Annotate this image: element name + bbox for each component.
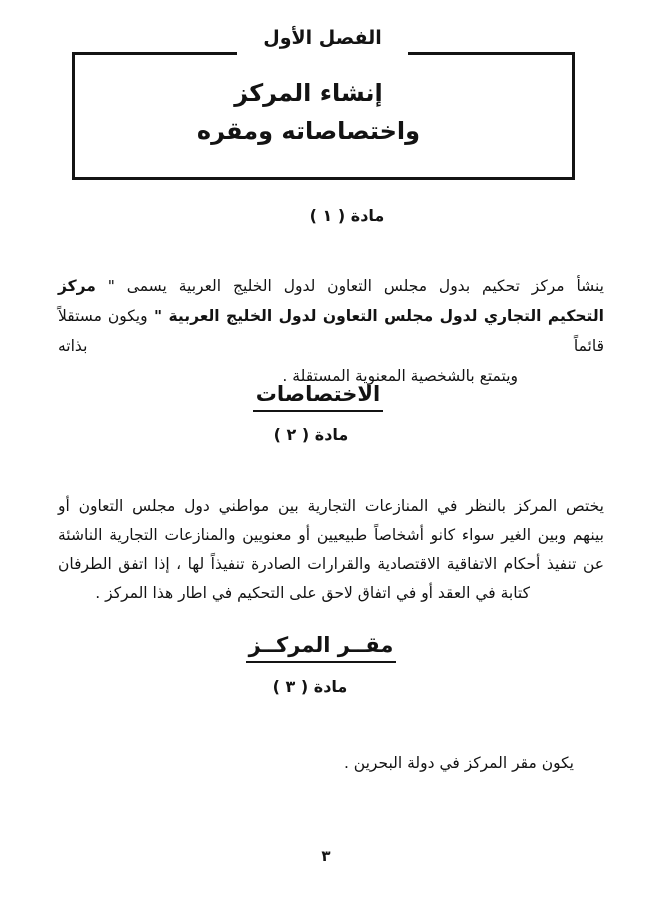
paragraph-line: عن تنفيذ أحكام الاتفاقية الاقتصادية والقرارات الصادرة تنفيذاً لها ، إذا اتفق الطرفان — [58, 555, 604, 573]
chapter-label: الفصل الأول — [237, 23, 408, 57]
page-number: ٣ — [321, 847, 331, 865]
article-3-heading: مادة ( ٣ ) — [272, 677, 348, 696]
article-2-heading: مادة ( ٢ ) — [273, 425, 349, 444]
section-competences-title-text: الاختصاصات — [253, 382, 383, 412]
paragraph-line: يكون مقر المركز في دولة البحرين . — [343, 754, 574, 772]
article-1-line1-regular: ينشأ مركز تحكيم بدول مجلس التعاون لدول الخليج العربية يسمى " — [95, 277, 604, 295]
paragraph-line: كتابة في العقد أو في اتفاق لاحق على التحكيم في اطار هذا المركز . — [95, 584, 530, 602]
article-1-line2-bold: التحكيم التجاري لدول مجلس التعاون لدول الخليج العربية " — [147, 307, 604, 325]
chapter-title-line2: واختصاصاته ومقره — [196, 117, 421, 145]
section-seat-title — [0, 633, 652, 663]
paragraph-line: بينهم وبين الغير سواء كانو أشخاصاً طبيعيين أو معنويين والمنازعات التجارية الناشئة — [58, 526, 604, 544]
article-2-paragraph — [58, 492, 604, 608]
section-seat-title-text: مقــر المركــز — [246, 633, 397, 663]
article-1-heading: مادة ( ١ ) — [309, 206, 385, 225]
paragraph-line: يختص المركز بالنظر في المنازعات التجارية بين مواطني دول مجلس التعاون أو — [58, 497, 604, 515]
paragraph-line — [58, 271, 604, 301]
article-1-line1-bold: مركز — [58, 277, 96, 295]
article-1-paragraph — [58, 271, 604, 391]
paragraph-line: ويتمتع بالشخصية المعنوية المستقلة . — [282, 367, 518, 385]
chapter-title — [57, 74, 560, 150]
article-3-paragraph — [58, 750, 604, 776]
chapter-title-line1: إنشاء المركز — [234, 79, 383, 107]
article-1-line2-regular: ويكون مستقلاً قائماً بذاته — [58, 307, 604, 355]
section-competences-title — [0, 382, 649, 412]
paragraph-line — [58, 301, 604, 361]
